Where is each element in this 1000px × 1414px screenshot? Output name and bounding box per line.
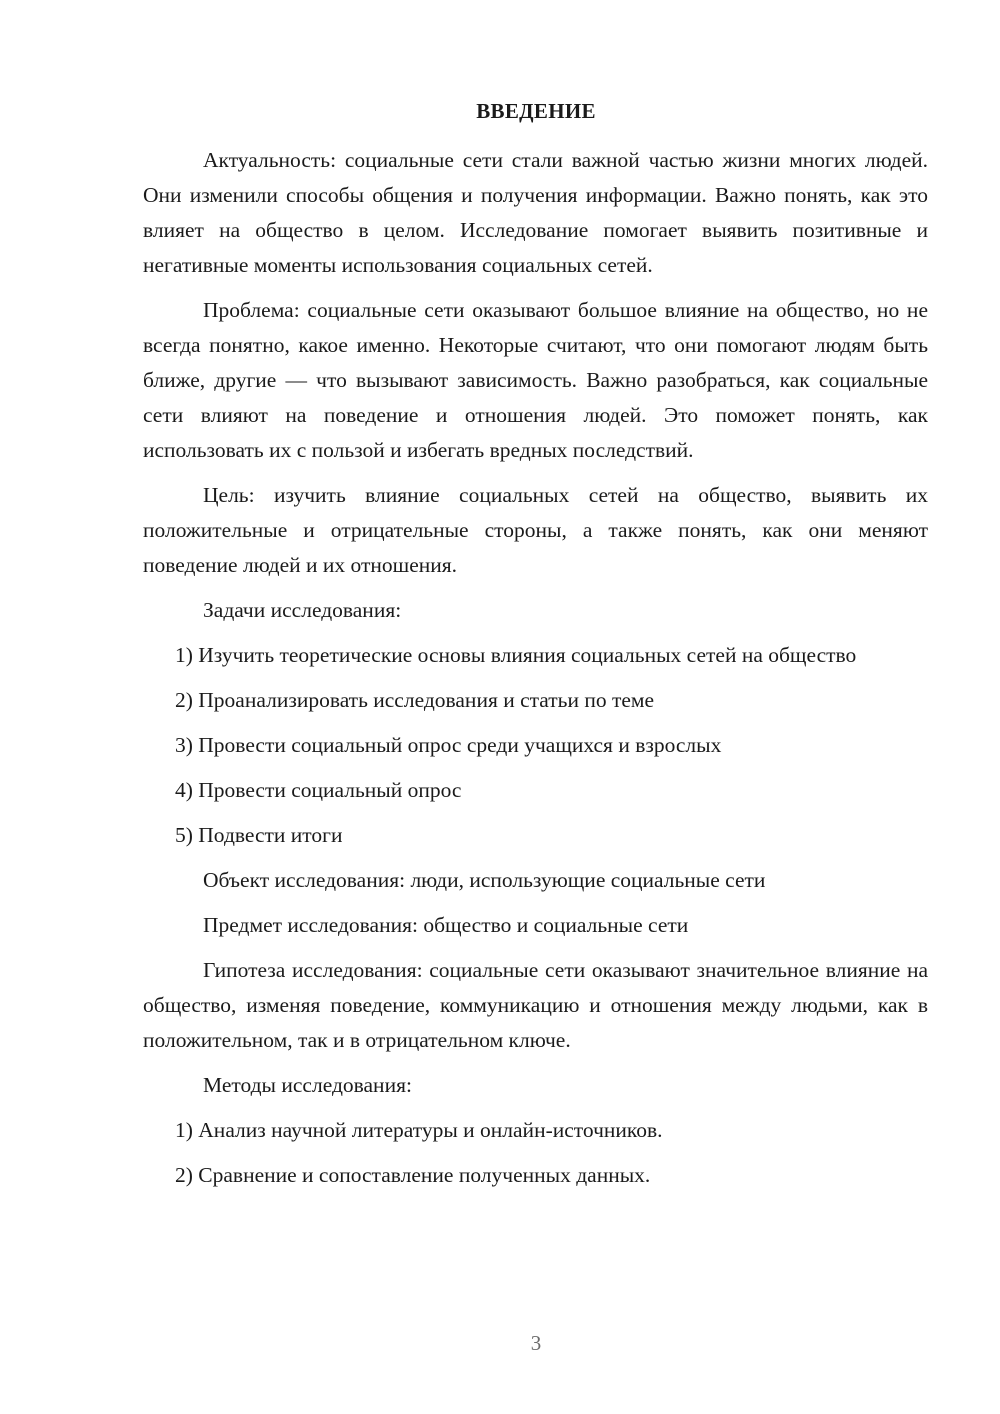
object-line: Объект исследования: люди, использующие социальные сети (203, 868, 766, 892)
hypothesis-paragraph: Гипотеза исследования: социальные сети оказывают значительное влияние на общество, изменяя поведение, коммуникацию и отношения между людьми, как в положительном, так и в отрицательном ключе. (143, 958, 928, 1052)
goal-paragraph: Цель: изучить влияние социальных сетей на общество, выявить их положительные и отрицательные стороны, а также понять, как они меняют поведение людей и их отношения. (143, 483, 928, 577)
task-item: 2) Проанализировать исследования и статьи по теме (175, 688, 655, 712)
method-item: 2) Сравнение и сопоставление полученных данных. (175, 1163, 651, 1187)
task-item: 1) Изучить теоретические основы влияния социальных сетей на общество (175, 643, 857, 667)
method-item: 1) Анализ научной литературы и онлайн-источников. (175, 1118, 663, 1142)
task-item: 4) Провести социальный опрос (175, 778, 462, 802)
page-number: 3 (530, 1331, 542, 1355)
tasks-heading: Задачи исследования: (203, 598, 402, 622)
problem-paragraph: Проблема: социальные сети оказывают большое влияние на общество, но не всегда понятно, какое именно. Некоторые считают, что они помогают людям быть ближе, другие — что вызывают зависимость. Важно разобраться, как социальные сети влияют на поведение и отношения людей. Это поможет понять, как использовать их с пользой и избегать вредных последствий. (143, 298, 928, 462)
section-title: ВВЕДЕНИЕ (476, 99, 596, 123)
methods-heading: Методы исследования: (203, 1073, 412, 1097)
task-item: 3) Провести социальный опрос среди учащихся и взрослых (175, 733, 722, 757)
relevance-paragraph: Актуальность: социальные сети стали важной частью жизни многих людей. Они изменили способы общения и получения информации. Важно понять, как это влияет на общество в целом. Исследование помогает выявить позитивные и негативные моменты использования социальных сетей. (143, 148, 928, 277)
subject-line: Предмет исследования: общество и социальные сети (203, 913, 689, 937)
task-item: 5) Подвести итоги (175, 823, 343, 847)
document-body (143, 143, 928, 1203)
